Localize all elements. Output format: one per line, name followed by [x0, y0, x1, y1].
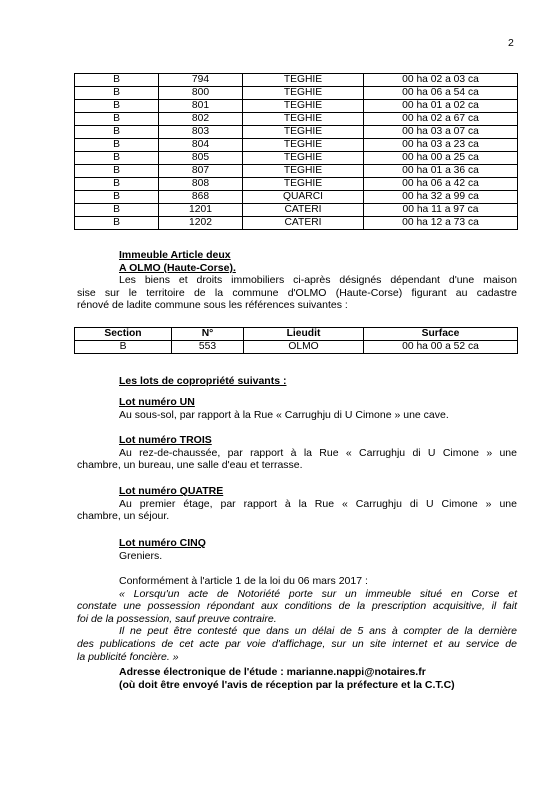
- lot-title: Lot numéro TROIS: [119, 434, 212, 446]
- cell-lieudit: QUARCI: [243, 191, 364, 204]
- quote-line: « Lorsqu'un acte de Notoriété porte sur un immeuble situé en Corse et: [119, 587, 517, 600]
- cell-section: B: [75, 126, 159, 139]
- cell-section: B: [75, 87, 159, 100]
- cell-lieudit: TEGHIE: [243, 178, 364, 191]
- table-row: [75, 152, 518, 165]
- cell-surface: 00 ha 00 a 52 ca: [364, 341, 518, 354]
- cell-number: 808: [159, 178, 243, 191]
- cell-section: B: [75, 204, 159, 217]
- paragraph-line: sise sur le territoire de la commune d'OLMO (Haute-Corse) figurant au cadastre: [77, 286, 517, 299]
- table-row: [75, 178, 518, 191]
- cell-number: 553: [172, 341, 244, 354]
- quote-line: la publicité foncière. »: [77, 650, 179, 663]
- cell-lieudit: TEGHIE: [243, 139, 364, 152]
- cell-section: B: [75, 139, 159, 152]
- lot-un: [119, 396, 517, 421]
- law-block: [77, 575, 517, 663]
- table-row: [75, 126, 518, 139]
- quote-line: des publications de cet acte par voie d'affichage, sur un site internet et au service de: [77, 637, 517, 650]
- column-header-number: N°: [172, 328, 244, 341]
- cadastre-table-1: [74, 73, 518, 230]
- contact-email-line: Adresse électronique de l'étude : marianne.nappi@notaires.fr: [119, 666, 426, 678]
- cell-surface: 00 ha 03 a 07 ca: [364, 126, 518, 139]
- cell-surface: 00 ha 11 a 97 ca: [364, 204, 518, 217]
- table-row: [75, 204, 518, 217]
- lot-cinq: [119, 537, 517, 562]
- cell-surface: 00 ha 02 a 03 ca: [364, 74, 518, 87]
- cell-section: B: [75, 113, 159, 126]
- cadastre-table-2: [74, 327, 518, 354]
- quote-line: constate une possession répondant aux conditions de la prescription acquisitive, il fait: [77, 600, 517, 613]
- lot-description: chambre, un séjour.: [77, 510, 170, 523]
- cell-surface: 00 ha 12 a 73 ca: [364, 217, 518, 230]
- table-row: [75, 87, 518, 100]
- cell-surface: 00 ha 02 a 67 ca: [364, 113, 518, 126]
- lots-intro: Les lots de copropriété suivants :: [119, 375, 287, 387]
- cell-number: 804: [159, 139, 243, 152]
- article-location: A OLMO (Haute-Corse).: [119, 261, 236, 274]
- cell-surface: 00 ha 03 a 23 ca: [364, 139, 518, 152]
- lot-trois: [77, 434, 517, 472]
- lot-quatre: [77, 485, 517, 523]
- lot-title: Lot numéro UN: [119, 396, 195, 408]
- table-row: [75, 74, 518, 87]
- page-number: 2: [508, 37, 514, 49]
- lot-description: Greniers.: [119, 549, 163, 562]
- table-row: [75, 100, 518, 113]
- cell-number: 868: [159, 191, 243, 204]
- cell-number: 803: [159, 126, 243, 139]
- cell-number: 1202: [159, 217, 243, 230]
- table-row: [75, 341, 518, 354]
- article-title: Immeuble Article deux: [119, 249, 231, 261]
- cell-lieudit: TEGHIE: [243, 113, 364, 126]
- cell-section: B: [75, 217, 159, 230]
- table-row: [75, 139, 518, 152]
- article-heading: [119, 249, 419, 274]
- cell-section: B: [75, 165, 159, 178]
- cell-lieudit: TEGHIE: [243, 126, 364, 139]
- cell-number: 805: [159, 152, 243, 165]
- cell-number: 807: [159, 165, 243, 178]
- cell-surface: 00 ha 00 a 25 ca: [364, 152, 518, 165]
- cell-surface: 00 ha 06 a 54 ca: [364, 87, 518, 100]
- cell-surface: 00 ha 01 a 02 ca: [364, 100, 518, 113]
- cell-number: 802: [159, 113, 243, 126]
- column-header-lieudit: Lieudit: [244, 328, 364, 341]
- lot-description: chambre, un bureau, une salle d'eau et terrasse.: [77, 459, 303, 472]
- cell-lieudit: CATERI: [243, 217, 364, 230]
- cell-section: B: [75, 152, 159, 165]
- contact-note: (où doit être envoyé l'avis de réception par la préfecture et la C.T.C): [119, 678, 455, 691]
- table-row: [75, 191, 518, 204]
- cell-lieudit: TEGHIE: [243, 165, 364, 178]
- lot-description: Au rez-de-chaussée, par rapport à la Rue « Carrughju di U Cimone » une: [119, 446, 517, 459]
- cell-lieudit: TEGHIE: [243, 152, 364, 165]
- cell-section: B: [75, 341, 172, 354]
- cell-number: 1201: [159, 204, 243, 217]
- cell-section: B: [75, 191, 159, 204]
- column-header-section: Section: [75, 328, 172, 341]
- cell-lieudit: TEGHIE: [243, 100, 364, 113]
- quote-line: Il ne peut être contesté que dans un délai de 5 ans à compter de la dernière: [119, 625, 517, 638]
- law-intro: Conformément à l'article 1 de la loi du 06 mars 2017 :: [119, 575, 368, 587]
- cell-lieudit: OLMO: [244, 341, 364, 354]
- table-row: [75, 217, 518, 230]
- cell-section: B: [75, 178, 159, 191]
- paragraph-line: rénové de ladite commune sous les références suivantes :: [77, 299, 348, 312]
- column-header-surface: Surface: [364, 328, 518, 341]
- contact-block: [119, 666, 517, 691]
- lot-title: Lot numéro CINQ: [119, 537, 206, 549]
- table-row: [75, 165, 518, 178]
- cell-surface: 00 ha 01 a 36 ca: [364, 165, 518, 178]
- cell-lieudit: TEGHIE: [243, 74, 364, 87]
- cell-number: 800: [159, 87, 243, 100]
- lot-title: Lot numéro QUATRE: [119, 485, 224, 497]
- paragraph-line: Les biens et droits immobiliers ci-après désignés dépendant d'une maison: [119, 274, 517, 286]
- table-row: [75, 113, 518, 126]
- quote-line: foi de la possession, sauf preuve contraire.: [77, 612, 277, 625]
- cell-lieudit: TEGHIE: [243, 87, 364, 100]
- cell-section: B: [75, 74, 159, 87]
- cell-section: B: [75, 100, 159, 113]
- lot-description: Au premier étage, par rapport à la Rue « Carrughju di U Cimone » une: [119, 497, 517, 510]
- article-paragraph: [77, 274, 517, 312]
- cell-surface: 00 ha 06 a 42 ca: [364, 178, 518, 191]
- cell-surface: 00 ha 32 a 99 ca: [364, 191, 518, 204]
- lot-description: Au sous-sol, par rapport à la Rue « Carrughju di U Cimone » une cave.: [119, 408, 449, 421]
- cell-number: 801: [159, 100, 243, 113]
- cell-number: 794: [159, 74, 243, 87]
- cell-lieudit: CATERI: [243, 204, 364, 217]
